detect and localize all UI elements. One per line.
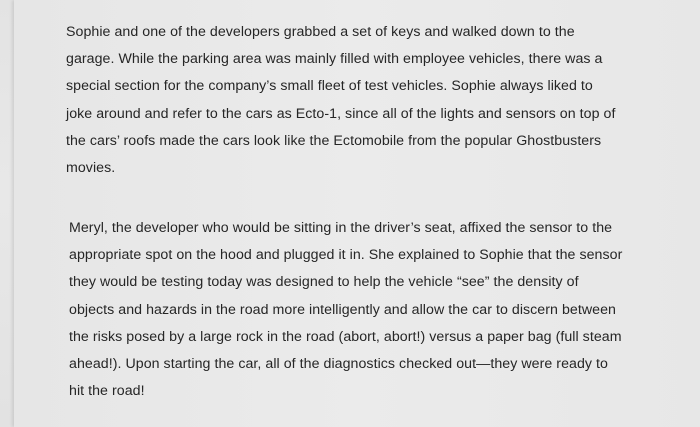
text-line: hit the road! xyxy=(69,383,145,400)
text-line: garage. While the parking area was mainly filled with employee vehicles, there was a xyxy=(66,51,603,68)
text-line: ahead!). Upon starting the car, all of the diagnostics checked out—they were ready to xyxy=(69,355,608,372)
text-line: Meryl, the developer who would be sitting in the driver’s seat, affixed the sensor to the xyxy=(69,220,613,236)
text-line: joke around and refer to the cars as Ecto-1, since all of the lights and sensors on top of xyxy=(66,105,616,122)
text-line: the risks posed by a large rock in the road (abort, abort!) versus a paper bag (full steam xyxy=(69,328,622,345)
text-line: objects and hazards in the road more intelligently and allow the car to discern between xyxy=(69,301,616,318)
text-line: movies. xyxy=(66,159,116,176)
paragraph-2 xyxy=(69,215,622,405)
text-line: Sophie and one of the developers grabbed a set of keys and walked down to the xyxy=(66,24,575,40)
text-line: they would be testing today was designed to help the vehicle “see” the density of xyxy=(69,274,579,291)
text-line: the cars’ roofs made the cars look like the Ectomobile from the popular Ghostbusters xyxy=(66,132,602,149)
paragraph-1 xyxy=(66,19,615,182)
text-line: special section for the company’s small fleet of test vehicles. Sophie always liked to xyxy=(66,78,593,95)
page xyxy=(14,0,700,427)
text-line: appropriate spot on the hood and plugged it in. She explained to Sophie that the sensor xyxy=(69,247,623,264)
